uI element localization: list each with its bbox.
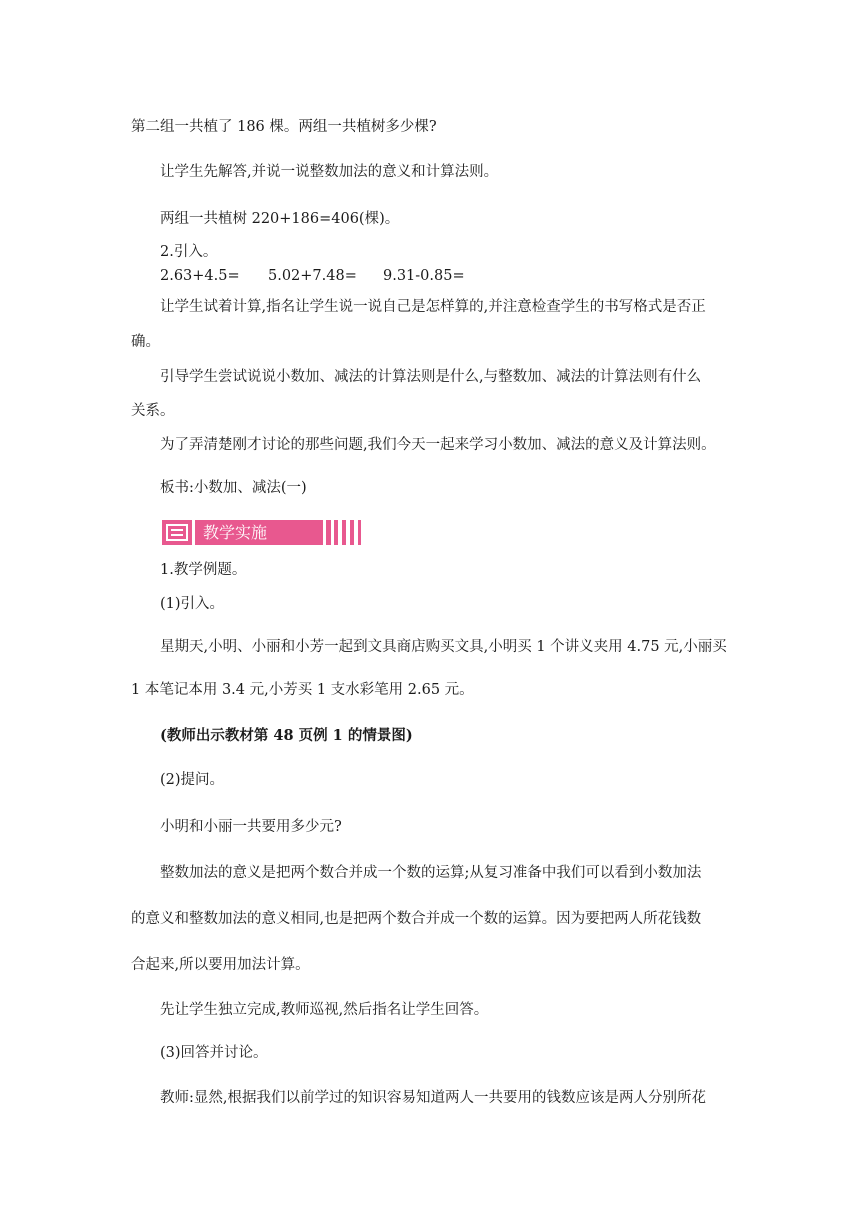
text-line: 教师:显然,根据我们以前学过的知识容易知道两人一共要用的钱数应该是两人分别所花 xyxy=(160,1090,706,1106)
equation: 2.63+4.5= xyxy=(160,268,240,284)
text-line: 关系。 xyxy=(131,403,175,419)
text-line: (教师出示教材第 48 页例 1 的情景图) xyxy=(160,727,413,744)
text-line: 2.引入。 xyxy=(160,244,218,260)
text-line: 先让学生独立完成,教师巡视,然后指名让学生回答。 xyxy=(160,1002,489,1018)
text-line: 为了弄清楚刚才讨论的那些问题,我们今天一起来学习小数加、减法的意义及计算法则。 xyxy=(160,437,716,453)
equation-row xyxy=(160,266,480,286)
text-line: 确。 xyxy=(131,334,160,350)
text-line: 让学生先解答,并说一说整数加法的意义和计算法则。 xyxy=(160,164,499,180)
section-number-icon xyxy=(162,520,192,545)
text-line: 两组一共植树 220+186=406(棵)。 xyxy=(160,211,400,227)
section-title-bar xyxy=(195,520,323,545)
text-line: 小明和小丽一共要用多少元? xyxy=(160,819,342,835)
decor-stripe xyxy=(342,520,346,545)
text-line: 引导学生尝试说说小数加、减法的计算法则是什么,与整数加、减法的计算法则有什么 xyxy=(160,369,702,385)
equation: 5.02+7.48= xyxy=(268,268,357,284)
text-line: 1.教学例题。 xyxy=(160,562,247,578)
section-banner xyxy=(162,520,362,545)
text-line: (1)引入。 xyxy=(160,596,225,612)
text-line: 让学生试着计算,指名让学生说一说自己是怎样算的,并注意检查学生的书写格式是否正 xyxy=(160,299,706,315)
decor-stripe xyxy=(358,520,361,545)
section-title: 教学实施 xyxy=(203,523,268,542)
text-line: 第二组一共植了 186 棵。两组一共植树多少棵? xyxy=(131,119,437,135)
decor-stripe xyxy=(350,520,354,545)
text-line: (2)提问。 xyxy=(160,772,225,788)
text-line: 板书:小数加、减法(一) xyxy=(160,480,307,496)
text-line: 星期天,小明、小丽和小芳一起到文具商店购买文具,小明买 1 个讲义夹用 4.75 元,小丽买 xyxy=(160,639,727,655)
decor-stripe xyxy=(334,520,338,545)
text-line: 的意义和整数加法的意义相同,也是把两个数合并成一个数的运算。因为要把两人所花钱数 xyxy=(131,911,702,927)
decor-stripe xyxy=(326,520,331,545)
equation: 9.31-0.85= xyxy=(383,268,465,284)
text-line: 合起来,所以要用加法计算。 xyxy=(131,957,310,973)
text-line: 1 本笔记本用 3.4 元,小芳买 1 支水彩笔用 2.65 元。 xyxy=(131,682,474,698)
text-line: 整数加法的意义是把两个数合并成一个数的运算;从复习准备中我们可以看到小数加法 xyxy=(160,865,702,881)
text-line: (3)回答并讨论。 xyxy=(160,1045,268,1061)
